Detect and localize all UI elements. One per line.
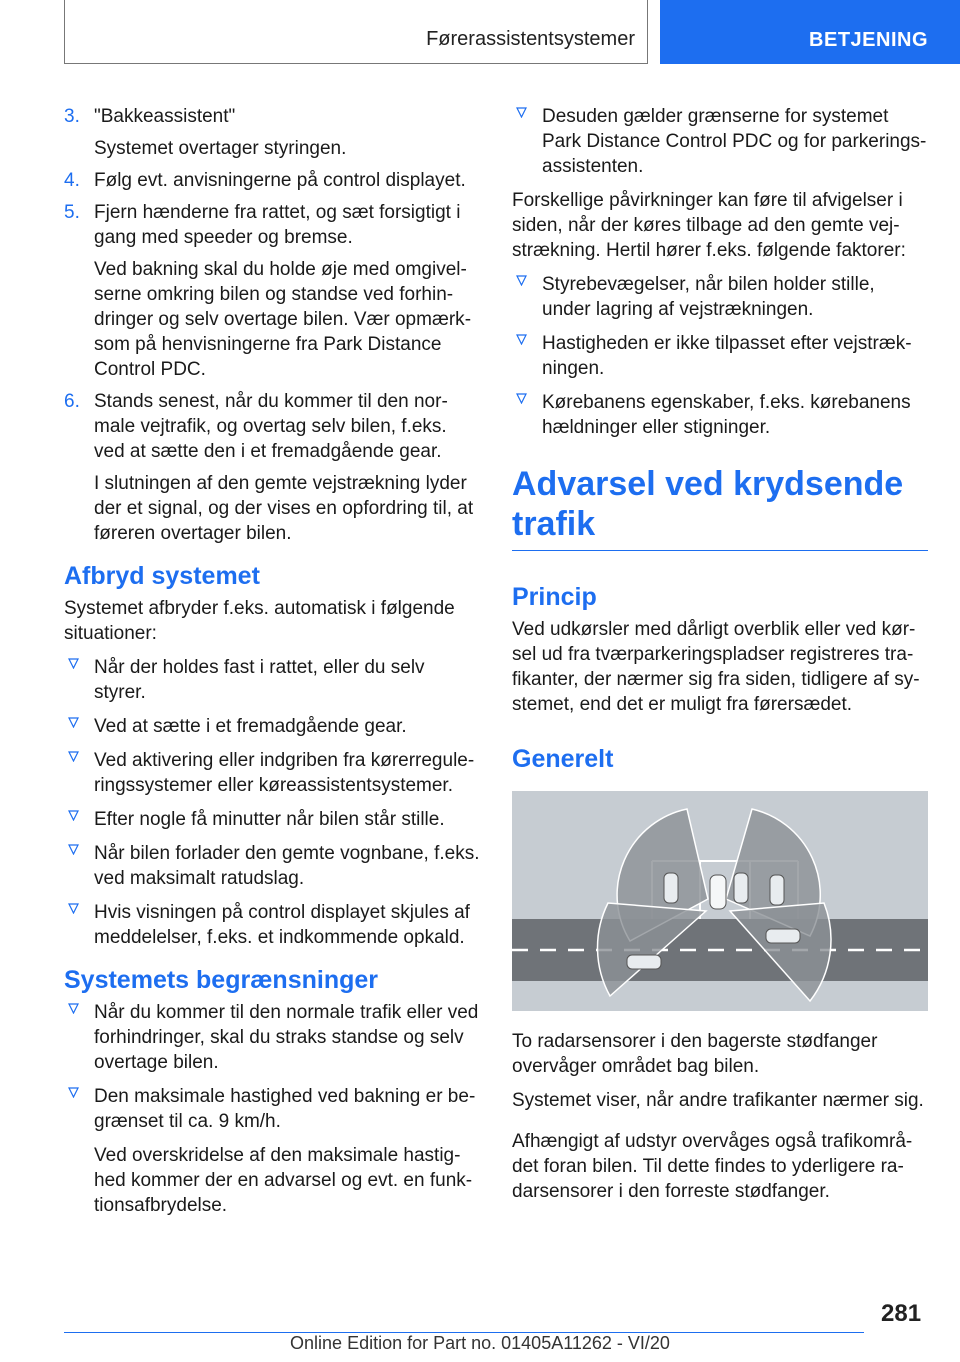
- edition-footer: Online Edition for Part no. 01405A11262 - VI/20: [290, 1333, 670, 1353]
- triangle-bullet-icon: [68, 844, 79, 855]
- triangle-bullet-icon: [516, 334, 527, 345]
- triangle-bullet-icon: [68, 903, 79, 914]
- princip-text: Ved udkørsler med dårligt overblik eller ved kørsel ud fra tværparkeringspladser registreres trafikanter, der nærmer sig fra siden, tidligere af systemet, end det er muligt fra førersædet.: [512, 619, 920, 715]
- list-item-text: Styrebevægelser, når bilen holder stille, under lagring af vejstrækningen.: [542, 274, 875, 320]
- triangle-bullet-icon: [68, 1087, 79, 1098]
- step-text: Stands senest, når du kommer til den normale vejtrafik, og overtag selv bilen, f.eks. ved at sætte den i et fremadgående gear.: [94, 391, 448, 462]
- list-item: [64, 1000, 480, 1075]
- list-item-text: Hvis visningen på control displayet skjules af meddelelser, f.eks. et indkommende opkald.: [94, 902, 470, 948]
- step-item: [64, 200, 480, 382]
- triangle-bullet-icon: [516, 275, 527, 286]
- limits-heading: Systemets begrænsninger: [64, 966, 378, 994]
- triangle-bullet-icon: [68, 751, 79, 762]
- list-item-text: Den maksimale hastighed ved bakning er begrænset til ca. 9 km/h.: [94, 1086, 476, 1132]
- generelt-text-2: Systemet viser, når andre trafikanter nærmer sig.: [512, 1090, 924, 1111]
- triangle-bullet-icon: [516, 393, 527, 404]
- step-text: Systemet overtager styringen.: [94, 138, 347, 159]
- list-item-text: Efter nogle få minutter når bilen står stille.: [94, 809, 445, 830]
- generelt-text-1: To radarsensorer i den bagerste stødfanger overvåger området bag bilen.: [512, 1031, 878, 1077]
- list-item: [512, 331, 928, 381]
- list-item-text: Hastigheden er ikke tilpasset efter vejstrækningen.: [542, 333, 912, 379]
- page-number: 281: [881, 1300, 922, 1327]
- header-frame: [64, 0, 648, 64]
- main-heading: Advarsel ved krydsende trafik: [512, 464, 928, 551]
- list-item: [512, 104, 928, 179]
- afbryd-intro: Systemet afbryder f.eks. automatisk i følgende situationer:: [64, 598, 455, 644]
- generelt-text-3: Afhængigt af udstyr overvåges også trafikområdet foran bilen. Til dette findes to yderligere radarsensorer i den forreste stødfanger.: [512, 1131, 913, 1202]
- list-item-text: Ved aktivering eller indgriben fra kørerreguleringssystemer eller køreassistentsystemer.: [94, 750, 475, 796]
- triangle-bullet-icon: [68, 1003, 79, 1014]
- princip-heading: Princip: [512, 583, 597, 611]
- list-item-text: Ved at sætte i et fremadgående gear.: [94, 716, 407, 737]
- chapter-tab-label: BETJENING: [809, 29, 928, 51]
- step-number: 6.: [64, 391, 80, 412]
- list-item-text: Kørebanens egenskaber, f.eks. kørebanens hældninger eller stigninger.: [542, 392, 911, 438]
- step-number: 3.: [64, 106, 80, 127]
- step-text: Ved bakning skal du holde øje med omgivelserne omkring bilen og standse ved forhindringer og selv overtage bilen. Vær opmærksom på henvisningerne fra Park Distance Control PDC.: [94, 259, 472, 380]
- list-item-text: Ved overskridelse af den maksimale hastighed kommer der en advarsel og evt. en funktionsafbrydelse.: [94, 1145, 473, 1216]
- list-item-text: Desuden gælder grænserne for systemet Park Distance Control PDC og for parkeringsassistenten.: [542, 106, 927, 177]
- list-item: [512, 272, 928, 322]
- left-column: [64, 104, 480, 1227]
- afbryd-heading: Afbryd systemet: [64, 562, 260, 590]
- factors-intro: Forskellige påvirkninger kan føre til afvigelser i siden, når der køres tilbage ad den gemte vejstrækning. Hertil hører f.eks. følgende faktorer:: [512, 190, 906, 261]
- step-text: Følg evt. anvisningerne på control displayet.: [94, 170, 466, 191]
- section-title: Førerassistentsystemer: [426, 28, 635, 50]
- step-number: 4.: [64, 170, 80, 191]
- step-text: I slutningen af den gemte vejstrækning lyder der et signal, og der vises en opfordring til, at føreren overtager bilen.: [94, 473, 474, 544]
- step-list: [64, 104, 480, 546]
- chapter-tab[interactable]: [660, 0, 960, 64]
- afbryd-bullet-list: [64, 655, 480, 950]
- step-number: 5.: [64, 202, 80, 223]
- cross-traffic-radar-illustration: [512, 791, 928, 1011]
- step-item: [64, 389, 480, 546]
- list-item: [64, 900, 480, 950]
- list-item-text: Når du kommer til den normale trafik eller ved forhindringer, skal du straks standse og selv overtage bilen.: [94, 1002, 479, 1073]
- triangle-bullet-icon: [516, 107, 527, 118]
- step-item: [64, 104, 480, 161]
- list-item: [64, 841, 480, 891]
- list-item: [64, 748, 480, 798]
- factor-bullet-list: [512, 272, 928, 440]
- step-item: [64, 168, 480, 193]
- triangle-bullet-icon: [68, 810, 79, 821]
- right-column: [512, 104, 928, 1213]
- generelt-heading: Generelt: [512, 745, 614, 773]
- limits-bullet-list: [64, 1000, 480, 1218]
- list-item: [64, 714, 480, 739]
- triangle-bullet-icon: [68, 658, 79, 669]
- list-item: [64, 1084, 480, 1218]
- triangle-bullet-icon: [68, 717, 79, 728]
- step-text: "Bakkeassistent": [94, 106, 236, 127]
- list-item: [64, 807, 480, 832]
- list-item: [512, 390, 928, 440]
- list-item-text: Når bilen forlader den gemte vognbane, f.eks. ved maksimalt ratudslag.: [94, 843, 480, 889]
- step-text: Fjern hænderne fra rattet, og sæt forsigtigt i gang med speeder og bremse.: [94, 202, 461, 248]
- list-item-text: Når der holdes fast i rattet, eller du selv styrer.: [94, 657, 425, 703]
- list-item: [64, 655, 480, 705]
